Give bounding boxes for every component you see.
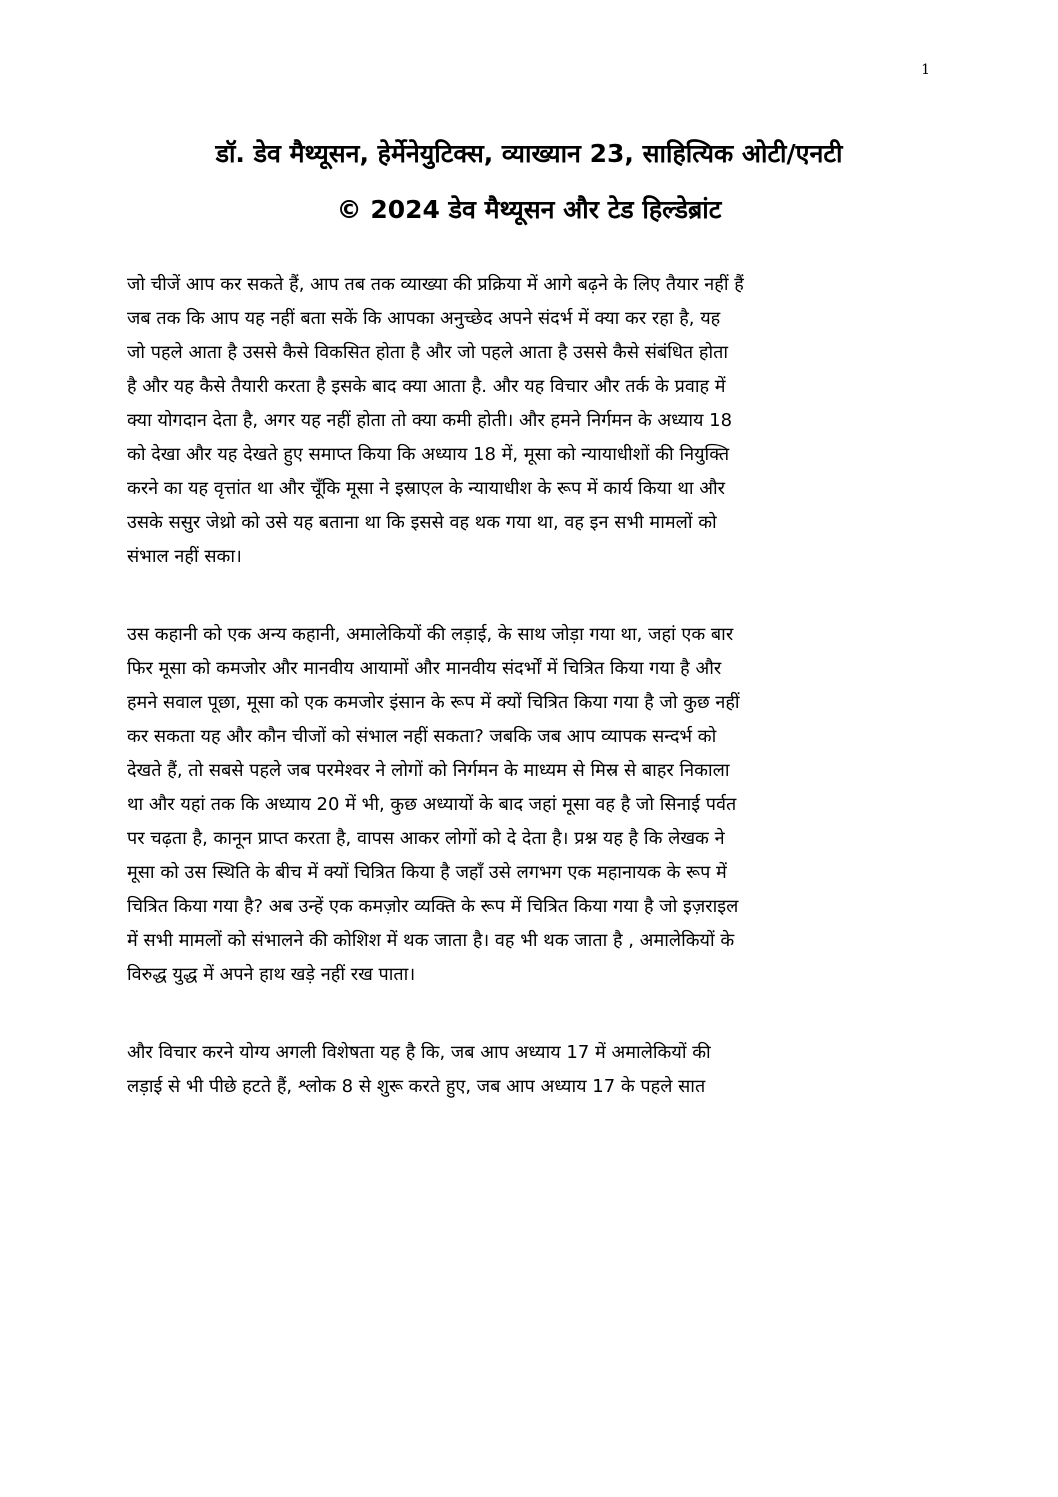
text-line: था और यहां तक कि अध्याय 20 में भी, कुछ अध्यायों के बाद जहां मूसा वह है जो सिनाई पर्वत [127,794,737,815]
text-line: और विचार करने योग्य अगली विशेषता यह है कि, जब आप अध्याय 17 में अमालेकियों की [127,1042,711,1063]
text-line: उस कहानी को एक अन्य कहानी, अमालेकियों की लड़ाई, के साथ जोड़ा गया था, जहां एक बार [127,624,734,645]
text-line: पर चढ़ता है, कानून प्राप्त करता है, वापस आकर लोगों को दे देता है। प्रश्न यह है कि लेखक ने [127,828,725,849]
text-line: है और यह कैसे तैयारी करता है इसके बाद क्या आता है. और यह विचार और तर्क के प्रवाह में [127,376,726,397]
text-line: देखते हैं, तो सबसे पहले जब परमेश्वर ने लोगों को निर्गमन के माध्यम से मिस्र से बाहर निकाला [127,760,730,781]
text-line: संभाल नहीं सका। [127,546,242,567]
text-line: विरुद्ध युद्ध में अपने हाथ खड़े नहीं रख पाता। [127,964,416,985]
document-title [60,126,998,238]
paragraph-2 [127,618,942,992]
text-line: जब तक कि आप यह नहीं बता सकें कि आपका अनुच्छेद अपने संदर्भ में क्या कर रहा है, यह [127,308,721,329]
text-line: क्या योगदान देता है, अगर यह नहीं होता तो क्या कमी होती। और हमने निर्गमन के अध्याय 18 [127,410,733,431]
text-line: लड़ाई से भी पीछे हटते हैं, श्लोक 8 से शुरू करते हुए, जब आप अध्याय 17 के पहले सात [127,1076,706,1097]
text-line: को देखा और यह देखते हुए समाप्त किया कि अध्याय 18 में, मूसा को न्यायाधीशों की नियुक्ति [127,444,730,465]
text-line: करने का यह वृत्तांत था और चूँकि मूसा ने इस्राएल के न्यायाधीश के रूप में कार्य किया था और [127,478,726,499]
text-line: चित्रित किया गया है? अब उन्हें एक कमज़ोर व्यक्ति के रूप में चित्रित किया गया है जो इज़राइल [127,896,739,917]
text-line: में सभी मामलों को संभालने की कोशिश में थक जाता है। वह भी थक जाता है , अमालेकियों के [127,930,735,951]
title-line-1: डॉ. डेव मैथ्यूसन, हेर्मेनेयुटिक्स, व्याख्यान 23, साहित्यिक ओटी/एनटी [215,139,843,168]
text-line: कर सकता यह और कौन चीजों को संभाल नहीं सकता? जबकि जब आप व्यापक सन्दर्भ को [127,726,717,747]
title-line-2: © 2024 डेव मैथ्यूसन और टेड हिल्डेब्रांट [336,195,722,224]
text-line: जो चीजें आप कर सकते हैं, आप तब तक व्याख्या की प्रक्रिया में आगे बढ़ने के लिए तैयार नहीं हैं [127,274,744,295]
text-line: जो पहले आता है उससे कैसे विकसित होता है और जो पहले आता है उससे कैसे संबंधित होता [127,342,729,363]
text-line: फिर मूसा को कमजोर और मानवीय आयामों और मानवीय संदर्भों में चित्रित किया गया है और [127,658,722,679]
text-line: हमने सवाल पूछा, मूसा को एक कमजोर इंसान के रूप में क्यों चित्रित किया गया है जो कुछ नहीं [127,692,740,713]
text-line: मूसा को उस स्थिति के बीच में क्यों चित्रित किया है जहाँ उसे लगभग एक महानायक के रूप में [127,862,727,883]
paragraph-3 [127,1036,942,1104]
text-line: उसके ससुर जेथ्रो को उसे यह बताना था कि इससे वह थक गया था, वह इन सभी मामलों को [127,512,717,533]
page-number: 1 [921,62,930,78]
document-body [127,268,942,1148]
paragraph-1 [127,268,942,574]
